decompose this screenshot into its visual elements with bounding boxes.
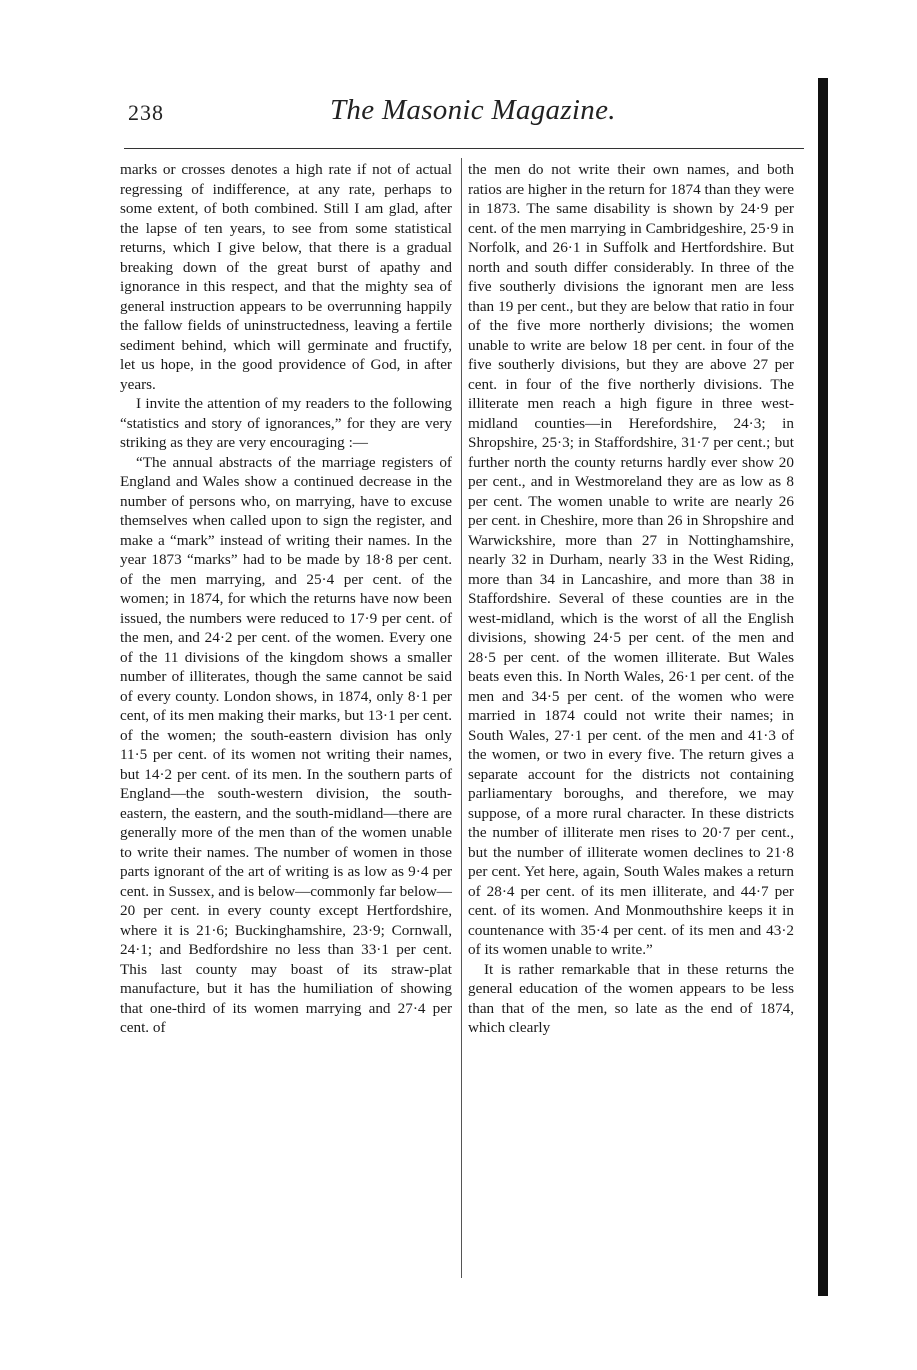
right-paragraph-2: It is rather remarkable that in these returns the general education of the women appears to be less than that of the men, so late as the end of 1874, which clearly — [468, 960, 794, 1036]
right-paragraph-1: the men do not write their own names, and both ratios are higher in the return for 1874 than they were in 1873. The same disability is shown by 24·9 per cent. of the men marrying in Cambridgeshire, 25·9 in Norfolk, and 26·1 in Suffolk and Hertfordshire. But north and south differ considerably. In three of the five southerly divisions the ignorant men are less than 19 per cent., but they are below that ratio in four of the five more northerly divisions; the women unable to write are below 18 per cent. in four of the five southerly divisions, but they are above 27 per cent. in four of the five northerly divisions. The illiterate men reach a high figure in three west-midland counties—in Herefordshire, 24·3; in Shropshire, 25·3; in Staffordshire, 31·7 per cent.; but further north the county returns hardly ever show 20 per cent., and in Westmoreland they are as low as 8 per cent. The women unable to write are nearly 26 per cent. in Cheshire, more than 26 in Shropshire and Warwickshire, more than 27 in Nottinghamshire, nearly 32 in Durham, nearly 33 in the West Riding, more than 34 in Lancashire, and more than 38 in Staffordshire. Several of these counties are in the west-midland, which is the worst of all the English divisions, showing 24·5 per cent. of the men and 28·5 per cent. of the women illiterate. But Wales beats even this. In North Wales, 26·1 per cent. of the men and 34·5 per cent. of the women who were married in 1874 could not write their names; in South Wales, 27·1 per cent. of the men and 41·3 of the women, or two in every five. The return gives a separate account for the districts not containing parliamentary boroughs, and therefore, we may suppose, of a more rural character. In these districts the number of illiterate men rises to 20·7 per cent., but the number of illiterate women declines to 21·8 per cent. Yet here, again, South Wales makes a return of 28·4 per cent. of its men illiterate, and 44·7 per cent. of its women. And Monmouthshire keeps it in countenance with 35·4 per cent. of its men and 43·2 of its women unable to write.” — [468, 161, 794, 958]
page-title: The Masonic Magazine. — [330, 94, 616, 126]
left-column — [120, 160, 452, 1038]
page-number: 238 — [128, 100, 164, 125]
left-paragraph-2: I invite the attention of my readers to the following “statistics and story of ignorances,” for they are very striking as they are very encouraging :— — [120, 395, 452, 451]
left-paragraph-3: “The annual abstracts of the marriage registers of England and Wales show a continued decrease in the number of persons who, on marrying, have to excuse themselves when called upon to sign the register, and make a “mark” instead of writing their names. In the year 1873 “marks” had to be made by 18·8 per cent. of the men marrying, and 25·4 per cent. of the women; in 1874, for which the returns have now been issued, the numbers were reduced to 17·9 per cent. of the men, and 24·2 per cent. of the women. Every one of the 11 divisions of the kingdom shows a smaller number of illiterates, though the same cannot be said of every county. London shows, in 1874, only 8·1 per cent, of its men making their marks, but 13·1 per cent. of the women; the south-eastern division has only 11·5 per cent. of its women not writing their names, but 14·2 per cent. of its men. In the southern parts of England—the south-western division, the south-eastern, the eastern, and the south-midland—there are generally more of the men than of the women unable to write their names. The number of women in those parts ignorant of the art of writing is as low as 9·4 per cent. in Sussex, and is below—commonly far below—20 per cent. in every county except Hertfordshire, where it is 21·6; Buckinghamshire, 23·9; Cornwall, 24·1; and Bedfordshire no less than 33·1 per cent. This last county may boast of its straw-plat manufacture, but it has the humiliation of showing that one-third of its women marrying and 27·4 per cent. of — [120, 453, 452, 1036]
right-column — [468, 160, 794, 1038]
page-edge-bar — [818, 78, 828, 1296]
left-paragraph-1: marks or crosses denotes a high rate if not of actual regressing of indifference, at any rate, perhaps to some extent, of both combined. Still I am glad, after the lapse of ten years, to see from some statistical returns, which I give below, that there is a gradual breaking down of the great burst of apathy and ignorance in this respect, and that the mighty sea of general instruction appears to be overrunning happily the fallow fields of uninstructedness, leaving a fertile sediment behind, which will germinate and fructify, let us hope, in the good providence of God, in after years. — [120, 161, 452, 393]
header-rule — [124, 148, 804, 149]
column-divider — [461, 158, 462, 1278]
